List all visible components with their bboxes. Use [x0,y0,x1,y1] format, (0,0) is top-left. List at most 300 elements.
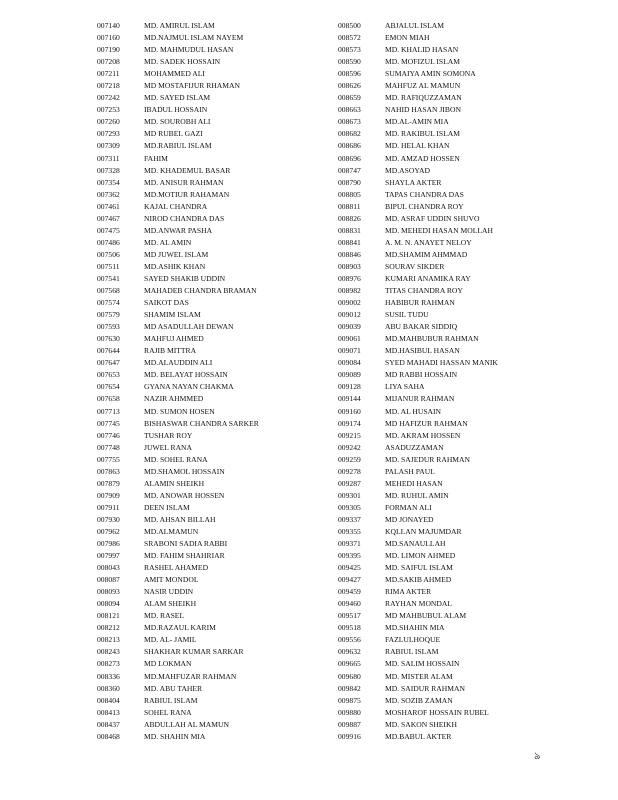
roll-number: 009880 [338,707,361,717]
list-item [338,92,498,104]
list-item [97,309,259,321]
candidate-name: TITAS CHANDRA ROY [385,286,463,296]
candidate-name: KUMARI ANAMIKA RAY [385,273,471,283]
candidate-name: FORMAN ALI [385,502,432,512]
candidate-name: FAHIM [144,153,168,163]
list-item [97,695,259,707]
roll-number: 008094 [97,599,120,609]
list-item [97,201,259,213]
candidate-name: NAZIR AHMMED [144,394,204,404]
list-item [338,598,498,610]
candidate-name: MOSHAROF HOSSAIN RUBEL [385,707,489,717]
roll-number: 008437 [97,719,120,729]
candidate-name: MD. SOZIB ZAMAN [385,695,453,705]
list-item [338,731,498,743]
roll-number: 008468 [97,731,120,741]
list-item [97,646,259,658]
list-item [97,418,259,430]
roll-number: 009518 [338,623,361,633]
candidate-name: MD. AL AMIN [144,237,192,247]
candidate-name: MD. LIMON AHMED [385,551,456,561]
list-item [338,153,498,165]
list-item [97,574,259,586]
roll-number: 007653 [97,370,120,380]
roll-number: 009144 [338,394,361,404]
candidate-name: MD. ABU TAHER [144,683,203,693]
list-item [97,454,259,466]
list-item [97,466,259,478]
list-item [338,478,498,490]
roll-number: 008596 [338,69,361,79]
roll-number: 007909 [97,490,120,500]
list-item [97,297,259,309]
candidate-name: MD HAFIZUR RAHMAN [385,418,468,428]
roll-number: 008976 [338,273,361,283]
list-item [97,622,259,634]
roll-number: 007755 [97,454,120,464]
roll-number: 007475 [97,225,120,235]
candidate-name: RASHEL AHAMED [144,563,209,573]
list-item [338,56,498,68]
list-item [338,321,498,333]
candidate-name: TUSHAR ROY [144,430,193,440]
list-item [338,165,498,177]
candidate-name: MD ASADULLAH DEWAN [144,322,234,332]
candidate-name: MD.BABUL AKTER [385,731,452,741]
roll-number: 008572 [338,33,361,43]
candidate-name: MD. FAHIM SHAHRIAR [144,551,225,561]
list-item [97,44,259,56]
candidate-name: SOURAV SIKDER [385,261,445,271]
candidate-name: MD.RAZAUL KARIM [144,623,216,633]
roll-number: 007309 [97,141,120,151]
candidate-name: JUWEL RANA [144,442,193,452]
roll-number: 007863 [97,466,120,476]
candidate-name: ASADUZZAMAN [385,442,444,452]
list-item [97,20,259,32]
roll-number: 009842 [338,683,361,693]
list-item [338,189,498,201]
roll-number: 007574 [97,298,120,308]
roll-number: 007644 [97,346,120,356]
roll-number: 009517 [338,611,361,621]
list-item [97,321,259,333]
candidate-name: MD. SOHEL RANA [144,454,208,464]
roll-number: 007647 [97,358,120,368]
list-item [338,68,498,80]
list-item [338,345,498,357]
roll-number: 007328 [97,165,120,175]
roll-number: 009875 [338,695,361,705]
list-item [97,128,259,140]
roll-number: 009002 [338,298,361,308]
candidate-name: MAHFUJ AHMED [144,334,204,344]
roll-number: 007218 [97,81,120,91]
candidate-name: MD MAHBUBUL ALAM [385,611,467,621]
candidate-name: MD.ALAUDDIN ALI [144,358,213,368]
roll-number: 009305 [338,502,361,512]
list-item [338,333,498,345]
candidate-name: MD. SALIM HOSSAIN [385,659,460,669]
roll-number: 008831 [338,225,361,235]
candidate-name: MD. AMZAD HOSSEN [385,153,460,163]
candidate-name: ABU BAKAR SIDDIQ [385,322,458,332]
list-item [338,514,498,526]
list-item [97,598,259,610]
list-item [97,550,259,562]
roll-number: 009355 [338,526,361,536]
list-item [338,634,498,646]
list-item [97,610,259,622]
list-item [97,586,259,598]
list-item [97,406,259,418]
list-item [97,285,259,297]
candidate-name: GYANA NAYAN CHAKMA [144,382,234,392]
roll-number: 007930 [97,514,120,524]
roll-number: 008805 [338,189,361,199]
roll-number: 009427 [338,575,361,585]
list-item [338,490,498,502]
candidate-name: MD. SAJEDUR RAHMAN [385,454,471,464]
list-item [97,32,259,44]
candidate-name: MAHADEB CHANDRA BRAMAN [144,286,257,296]
list-item [338,32,498,44]
candidate-name: MD.SANAULLAH [385,539,446,549]
roll-number: 009242 [338,442,361,452]
list-item [97,261,259,273]
candidate-name: MD. RAFIQUZZAMAN [385,93,462,103]
list-item [97,719,259,731]
candidate-name: MD.MAHFUZAR RAHMAN [144,671,237,681]
candidate-name: HABIBUR RAHMAN [385,298,455,308]
roll-number: 008696 [338,153,361,163]
roll-number: 008273 [97,659,120,669]
list-item [338,550,498,562]
roll-number: 009215 [338,430,361,440]
roll-number: 008336 [97,671,120,681]
roll-number: 009371 [338,539,361,549]
candidate-name: MD. AMIRUL ISLAM [144,21,215,30]
list-item [338,273,498,285]
list-item [338,574,498,586]
candidate-name: MD.MOTIUR RAHAMAN [144,189,230,199]
list-item [97,707,259,719]
roll-number: 009160 [338,406,361,416]
list-item [338,20,498,32]
list-item [338,719,498,731]
roll-number: 009089 [338,370,361,380]
list-item [338,213,498,225]
list-item [97,92,259,104]
list-item [338,538,498,550]
list-item [97,165,259,177]
candidate-name: MD. SAYED ISLAM [144,93,211,103]
roll-number: 007208 [97,57,120,67]
roll-number: 009556 [338,635,361,645]
roll-number: 009916 [338,731,361,741]
list-item [338,225,498,237]
roll-number: 007745 [97,418,120,428]
list-item [97,237,259,249]
list-item [97,273,259,285]
list-item [97,56,259,68]
roll-number: 009301 [338,490,361,500]
roll-number: 007654 [97,382,120,392]
roll-number: 008213 [97,635,120,645]
roll-number: 009128 [338,382,361,392]
candidate-name: MAHFUZ AL MAMUN [385,81,461,91]
roll-number: 007354 [97,177,120,187]
candidate-name: MD. SHAHIN MIA [144,731,206,741]
candidate-name: MD. MISTER ALAM [385,671,453,681]
roll-number: 009039 [338,322,361,332]
candidate-name: MD.SHAMIM AHMMAD [385,249,468,259]
list-item [338,177,498,189]
roll-number: 007630 [97,334,120,344]
roll-number: 009061 [338,334,361,344]
candidate-name: DEEN ISLAM [144,502,190,512]
candidate-name: MD. RAKIBUL ISLAM [385,129,461,139]
list-item [338,586,498,598]
left-column [97,20,259,743]
page-number: ৯ [534,751,541,762]
candidate-name: IBADUL HOSSAIN [144,105,208,115]
roll-number: 007506 [97,249,120,259]
roll-number: 008360 [97,683,120,693]
roll-number: 007986 [97,539,120,549]
roll-number: 007713 [97,406,120,416]
candidate-name: MD.SHAHIN MIA [385,623,445,633]
roll-number: 008682 [338,129,361,139]
roll-number: 008826 [338,213,361,223]
list-item [97,478,259,490]
list-item [338,707,498,719]
list-item [338,393,498,405]
list-item [338,406,498,418]
candidate-name: MD.HASIBUL HASAN [385,346,460,356]
roll-number: 008590 [338,57,361,67]
candidate-name: SRABONI SADIA RABBI [144,539,228,549]
roll-number: 009337 [338,514,361,524]
candidate-name: ALAMIN SHEIKH [144,478,205,488]
roll-number: 007190 [97,45,120,55]
roll-number: 008404 [97,695,120,705]
roll-number: 007658 [97,394,120,404]
list-item [338,695,498,707]
candidate-name: NAHID HASAN JIBON [385,105,461,115]
candidate-name: SOHEL RANA [144,707,192,717]
candidate-name: MD. ANOWAR HOSSEN [144,490,225,500]
candidate-name: ABJALUL ISLAM [385,21,444,30]
list-item [338,128,498,140]
list-item [338,201,498,213]
candidate-name: LIYA SAHA [385,382,425,392]
roll-number: 007311 [97,153,120,163]
candidate-name: MD. ASRAF UDDIN SHUVO [385,213,480,223]
list-item [338,80,498,92]
candidate-name: MD MOSTAFIJUR RHAMAN [144,81,241,91]
roll-number: 009259 [338,454,361,464]
candidate-name: ABDULLAH AL MAMUN [144,719,229,729]
candidate-name: MD. BELAYAT HOSSAIN [144,370,228,380]
candidate-name: MD.MAHBUBUR RAHMAN [385,334,479,344]
candidate-name: MD. SAIFUL ISLAM [385,563,453,573]
candidate-name: MD JONAYED [385,514,434,524]
roll-number: 007568 [97,286,120,296]
candidate-name: EMON MIAH [385,33,430,43]
list-item [97,369,259,381]
roll-number: 009665 [338,659,361,669]
list-item [338,502,498,514]
list-item [97,116,259,128]
roll-number: 007362 [97,189,120,199]
roll-number: 007467 [97,213,120,223]
roll-number: 007140 [97,21,120,30]
list-item [97,381,259,393]
list-item [338,430,498,442]
candidate-name: MD RUBEL GAZI [144,129,203,139]
roll-number: 008573 [338,45,361,55]
list-item [338,140,498,152]
list-item [97,68,259,80]
list-item [338,454,498,466]
candidate-name: RAJIB MITTRA [144,346,197,356]
roll-number: 007746 [97,430,120,440]
candidate-name: SHAKHAR KUMAR SARKAR [144,647,244,657]
list-item [97,189,259,201]
list-item [338,466,498,478]
candidate-name: SHAMIM ISLAM [144,310,201,320]
list-item [338,261,498,273]
list-item [97,213,259,225]
candidate-name: SAIKOT DAS [144,298,189,308]
list-item [97,430,259,442]
roll-number: 007748 [97,442,120,452]
candidate-name: NIROD CHANDRA DAS [144,213,225,223]
roll-number: 007962 [97,526,120,536]
roll-number: 009012 [338,310,361,320]
roll-number: 007293 [97,129,120,139]
list-item [97,658,259,670]
roll-number: 008413 [97,707,120,717]
candidate-name: RABIUL ISLAM [385,647,439,657]
roll-number: 007511 [97,261,120,271]
roll-number: 007160 [97,33,120,43]
candidate-name: MD LOKMAN [144,659,192,669]
roll-number: 009278 [338,466,361,476]
candidate-name: SYED MAHADI HASSAN MANIK [385,358,498,368]
candidate-name: ALAM SHEIKH [144,599,197,609]
candidate-name: MD.ALMAMUN [144,526,199,536]
candidate-name: BISHASWAR CHANDRA SARKER [144,418,259,428]
roll-number: 007579 [97,310,120,320]
candidate-name: MIJANUR RAHMAN [385,394,455,404]
roll-number: 008212 [97,623,120,633]
roll-number: 007541 [97,273,120,283]
roll-number: 008500 [338,21,361,30]
roll-number: 007911 [97,502,120,512]
list-item [338,646,498,658]
candidate-name: MD. AL- JAMIL [144,635,197,645]
list-item [338,622,498,634]
roll-number: 008626 [338,81,361,91]
list-item [338,249,498,261]
candidate-name: MD.ANWAR PASHA [144,225,213,235]
roll-number: 008093 [97,587,120,597]
list-item [338,116,498,128]
roll-number: 009460 [338,599,361,609]
list-item [338,658,498,670]
candidate-name: MD. RUHUL AMIN [385,490,449,500]
list-item [338,44,498,56]
list-item [97,153,259,165]
candidate-name: MD.NAJMUL ISLAM NAYEM [144,33,244,43]
list-item [97,140,259,152]
candidate-name: MD. KHADEMUL BASAR [144,165,231,175]
list-item [338,297,498,309]
candidate-name: MD.ASOYAD [385,165,430,175]
roll-number: 008903 [338,261,361,271]
list-item [338,357,498,369]
roll-number: 008790 [338,177,361,187]
list-item [338,442,498,454]
candidate-name: SUMAIYA AMIN SOMONA [385,69,476,79]
list-item [338,418,498,430]
list-item [97,177,259,189]
candidate-name: MD. ANISUR RAHMAN [144,177,224,187]
list-item [97,502,259,514]
list-item [97,393,259,405]
candidate-name: MD. MEHEDI HASAN MOLLAH [385,225,493,235]
list-item [97,683,259,695]
roll-number: 007260 [97,117,120,127]
roll-number: 008663 [338,105,361,115]
candidate-name: KQLLAN MAJUMDAR [385,526,462,536]
candidate-name: SAYED SHAKIB UDDIN [144,273,226,283]
roll-number: 007253 [97,105,120,115]
list-item [97,526,259,538]
candidate-name: MD. SAIDUR RAHMAN [385,683,465,693]
list-item [97,442,259,454]
list-item [338,104,498,116]
candidate-name: BIPUL CHANDRA ROY [385,201,464,211]
candidate-name: MD RABBI HOSSAIN [385,370,458,380]
roll-number: 008243 [97,647,120,657]
list-item [97,671,259,683]
candidate-name: MD. SOUROBH ALI [144,117,211,127]
candidate-name: MD. SADEK HOSSAIN [144,57,221,67]
roll-number: 009425 [338,563,361,573]
list-item [97,634,259,646]
candidate-name: MD.ASHIK KHAN [144,261,206,271]
candidate-name: MD. HELAL KHAN [385,141,450,151]
list-item [97,249,259,261]
list-item [97,490,259,502]
candidate-name: RABIUL ISLAM [144,695,198,705]
candidate-name: MD. MOFIZUL ISLAM [385,57,461,67]
candidate-name: RAYHAN MONDAL [385,599,453,609]
roll-number: 007593 [97,322,120,332]
candidate-name: NASIR UDDIN [144,587,194,597]
candidate-name: MD.SAKIB AHMED [385,575,452,585]
roll-number: 008686 [338,141,361,151]
list-item [338,610,498,622]
candidate-name: MD.RABIUL ISLAM [144,141,212,151]
roll-number: 009084 [338,358,361,368]
candidate-name: MD.AL-AMIN MIA [385,117,449,127]
roll-number: 009459 [338,587,361,597]
list-item [338,381,498,393]
